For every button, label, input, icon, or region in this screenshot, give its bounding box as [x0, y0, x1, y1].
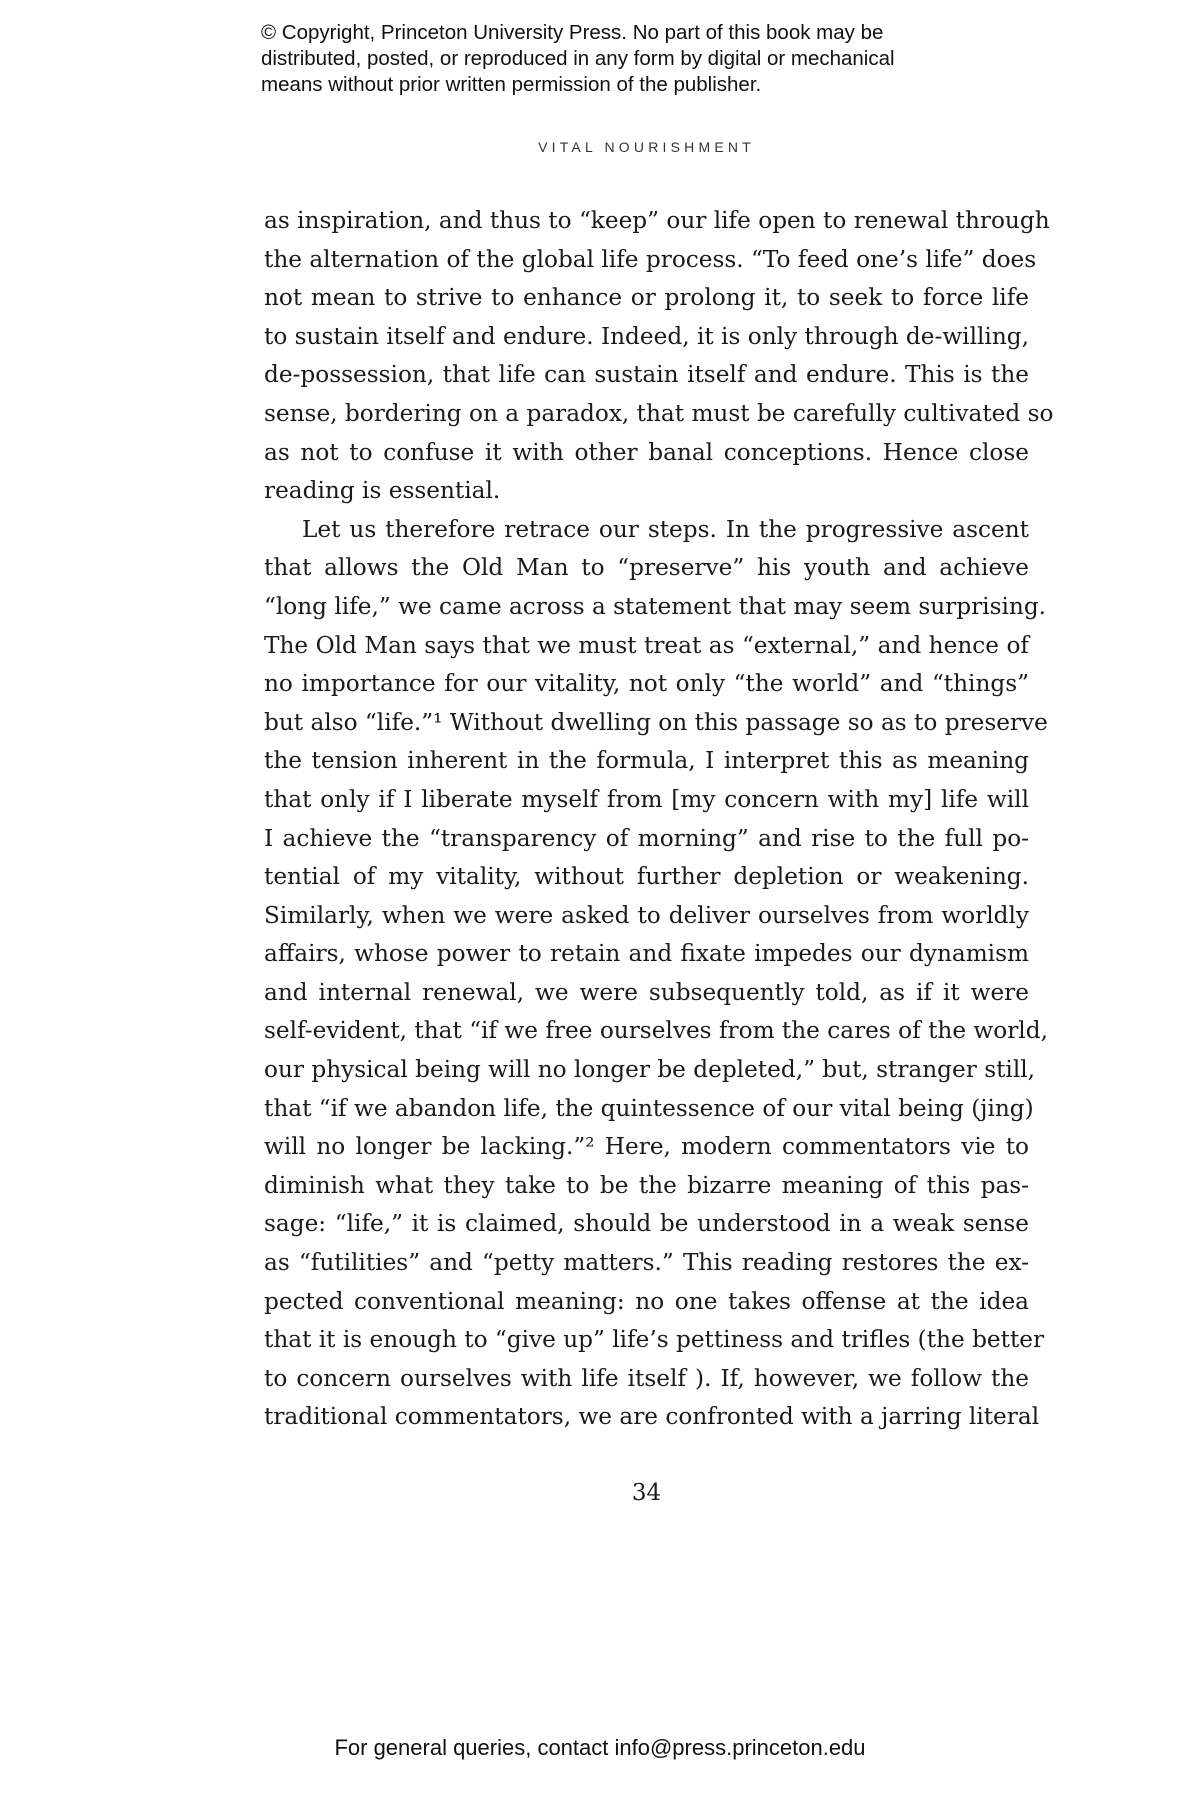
- text-line: sage: “life,” it is claimed, should be understood in a weak sense: [264, 1210, 1029, 1238]
- text-line: to sustain itself and endure. Indeed, it is only through de-willing,: [264, 322, 1029, 350]
- text-line: Let us therefore retrace our steps. In the progressive ascent: [302, 515, 1029, 543]
- text-line: the tension inherent in the formula, I interpret this as meaning: [264, 747, 1029, 775]
- copyright-line: means without prior written permission of the publisher.: [261, 73, 762, 96]
- running-head: VITAL NOURISHMENT: [538, 139, 755, 155]
- text-line: self-evident, that “if we free ourselves from the cares of the world,: [264, 1017, 1048, 1045]
- text-line: as not to confuse it with other banal conceptions. Hence close: [264, 438, 1029, 466]
- text-line: affairs, whose power to retain and fixate impedes our dynamism: [264, 940, 1029, 968]
- text-line: de-possession, that life can sustain itself and endure. This is the: [264, 361, 1029, 389]
- copyright-notice: [261, 20, 1021, 98]
- text-line: that only if I liberate myself from [my concern with my] life will: [264, 785, 1029, 813]
- text-line: as “futilities” and “petty matters.” This reading restores the ex-: [264, 1249, 1029, 1277]
- text-line: pected conventional meaning: no one takes offense at the idea: [264, 1287, 1029, 1315]
- copyright-line: distributed, posted, or reproduced in any form by digital or mechanical: [261, 47, 895, 70]
- text-line: that it is enough to “give up” life’s pettiness and trifles (the better: [264, 1326, 1045, 1354]
- text-line: our physical being will no longer be depleted,” but, stranger still,: [264, 1056, 1036, 1084]
- text-line: not mean to strive to enhance or prolong it, to seek to force life: [264, 284, 1029, 312]
- text-line: that allows the Old Man to “preserve” his youth and achieve: [264, 554, 1029, 582]
- text-line: traditional commentators, we are confronted with a jarring literal: [264, 1403, 1040, 1431]
- text-line: reading is essential.: [264, 477, 501, 505]
- text-line: I achieve the “transparency of morning” and rise to the full po-: [264, 824, 1029, 852]
- text-line: as inspiration, and thus to “keep” our life open to renewal through: [264, 207, 1050, 234]
- text-line: but also “life.”¹ Without dwelling on this passage so as to preserve: [264, 708, 1048, 736]
- text-line: tential of my vitality, without further depletion or weakening.: [264, 863, 1029, 891]
- text-line: Similarly, when we were asked to deliver ourselves from worldly: [264, 901, 1029, 929]
- body-text: [264, 202, 1054, 1437]
- text-line: to concern ourselves with life itself ). If, however, we follow the: [264, 1364, 1029, 1392]
- copyright-line: © Copyright, Princeton University Press. No part of this book may be: [261, 21, 884, 44]
- text-line: and internal renewal, we were subsequently told, as if it were: [264, 978, 1029, 1006]
- text-line: sense, bordering on a paradox, that must be carefully cultivated so: [264, 399, 1054, 427]
- text-line: the alternation of the global life process. “To feed one’s life” does: [264, 245, 1037, 273]
- text-line: “long life,” we came across a statement that may seem surprising.: [264, 592, 1047, 620]
- footer-contact: For general queries, contact info@press.princeton.edu: [334, 1735, 866, 1760]
- text-line: will no longer be lacking.”² Here, modern commentators vie to: [264, 1133, 1029, 1161]
- page-number: 34: [631, 1480, 662, 1506]
- text-line: no importance for our vitality, not only “the world” and “things”: [264, 670, 1029, 698]
- text-line: that “if we abandon life, the quintessence of our vital being (jing): [264, 1094, 1034, 1122]
- text-line: diminish what they take to be the bizarre meaning of this pas-: [264, 1171, 1029, 1199]
- text-line: The Old Man says that we must treat as “external,” and hence of: [264, 631, 1029, 659]
